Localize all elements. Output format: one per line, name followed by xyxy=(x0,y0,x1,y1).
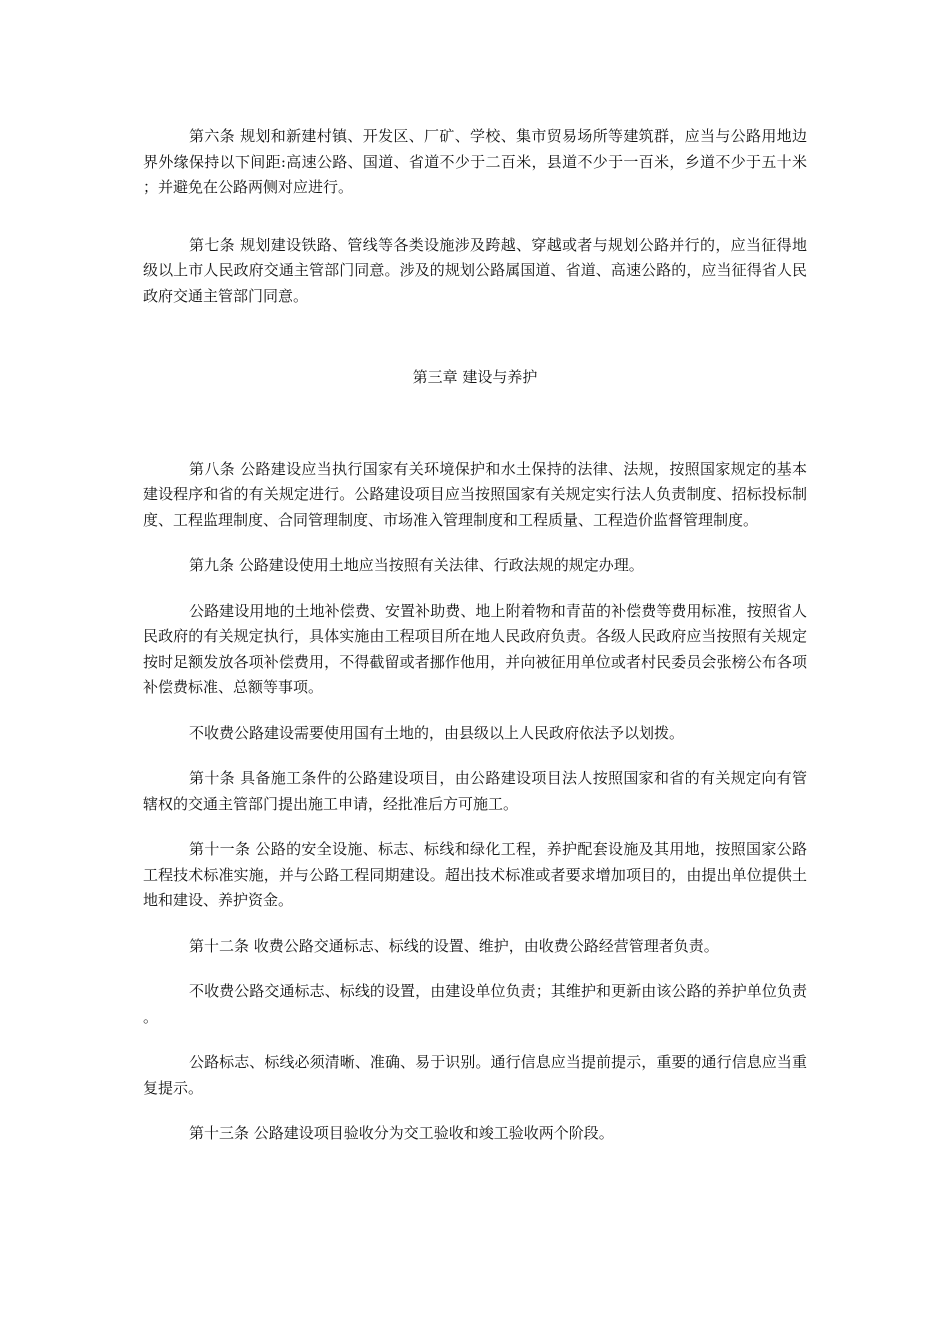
article-12: 第十二条 收费公路交通标志、标线的设置、维护，由收费公路经营管理者负责。 xyxy=(189,936,719,955)
document-page xyxy=(143,124,807,1147)
article-7: 第七条 规划建设铁路、管线等各类设施涉及跨越、穿越或者与规划公路并行的，应当征得地级以上市人民政府交通主管部门同意。涉及的规划公路属国道、省道、高速公路的，应当征得省人民政府交通主管部门同意。 xyxy=(143,235,807,305)
article-12-paragraph-2: 不收费公路交通标志、标线的设置，由建设单位负责；其维护和更新由该公路的养护单位负责。 xyxy=(143,982,807,1026)
article-9-paragraph-2: 公路建设用地的土地补偿费、安置补助费、地上附着物和青苗的补偿费等费用标准，按照省人民政府的有关规定执行，具体实施由工程项目所在地人民政府负责。各级人民政府应当按照有关规定按时足额发放各项补偿费用，不得截留或者挪作他用，并向被征用单位或者村民委员会张榜公布各项补偿费标准、总额等事项。 xyxy=(143,601,807,696)
article-13: 第十三条 公路建设项目验收分为交工验收和竣工验收两个阶段。 xyxy=(189,1124,614,1142)
chapter-heading: 第三章 建设与养护 xyxy=(412,368,538,386)
article-9: 第九条 公路建设使用土地应当按照有关法律、行政法规的规定办理。 xyxy=(189,556,644,574)
article-10: 第十条 具备施工条件的公路建设项目，由公路建设项目法人按照国家和省的有关规定向有管辖权的交通主管部门提出施工申请，经批准后方可施工。 xyxy=(143,769,807,813)
article-6: 第六条 规划和新建村镇、开发区、厂矿、学校、集市贸易场所等建筑群，应当与公路用地边界外缘保持以下间距:高速公路、国道、省道不少于二百米，县道不少于一百米，乡道不少于五十米；并避免在公路两侧对应进行。 xyxy=(143,127,807,196)
article-9-paragraph-3: 不收费公路建设需要使用国有土地的，由县级以上人民政府依法予以划拨。 xyxy=(189,723,685,742)
article-8: 第八条 公路建设应当执行国家有关环境保护和水土保持的法律、法规，按照国家规定的基本建设程序和省的有关规定进行。公路建设项目应当按照国家有关规定实行法人负责制度、招标投标制度、工程监理制度、合同管理制度、市场准入管理制度和工程质量、工程造价监督管理制度。 xyxy=(143,459,807,529)
article-12-paragraph-3: 公路标志、标线必须清晰、准确、易于识别。通行信息应当提前提示，重要的通行信息应当重复提示。 xyxy=(143,1053,807,1097)
article-11: 第十一条 公路的安全设施、标志、标线和绿化工程，养护配套设施及其用地，按照国家公路工程技术标准实施，并与公路工程同期建设。超出技术标准或者要求增加项目的，由提出单位提供土地和建设、养护资金。 xyxy=(143,840,807,909)
